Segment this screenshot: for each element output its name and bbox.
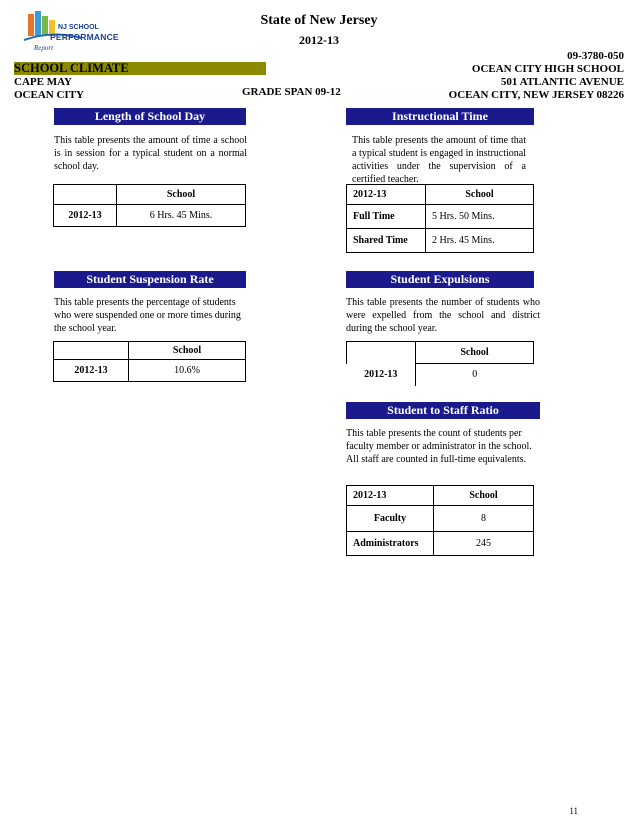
suspension-desc: This table presents the percentage of students who were suspended one or more times during the school year. — [54, 297, 241, 334]
staff-col-year: 2012-13 — [347, 486, 434, 506]
instr-row-label: Full Time — [347, 205, 426, 229]
instr-row-label: Shared Time — [347, 229, 426, 253]
staff-row-value: 8 — [434, 506, 534, 532]
logo-line1: NJ SCHOOL — [58, 24, 99, 31]
suspension-row-label: 2012-13 — [54, 360, 129, 382]
suspension-value: 10.6% — [129, 360, 246, 382]
school-code: 09-3780-050 — [567, 50, 624, 62]
expulsions-header: Student Expulsions — [346, 271, 534, 288]
instructional-time-desc: This table presents the amount of time that a typical student is engaged in instructional activities under the supervision of a certified teacher. — [352, 135, 526, 185]
suspension-header: Student Suspension Rate — [54, 271, 246, 288]
instr-row-value: 5 Hrs. 50 Mins. — [426, 205, 534, 229]
logo-line3: Report — [34, 44, 54, 52]
length-value: 6 Hrs. 45 Mins. — [117, 205, 246, 227]
staff-col-header: School — [434, 486, 534, 506]
staff-row-value: 245 — [434, 532, 534, 556]
instr-row-value: 2 Hrs. 45 Mins. — [426, 229, 534, 253]
district-name: OCEAN CITY — [14, 89, 84, 101]
length-of-day-desc: This table presents the amount of time a school is in session for a typical student on a normal school day. — [54, 135, 247, 172]
report-year: 2012-13 — [299, 33, 339, 47]
school-name: OCEAN CITY HIGH SCHOOL — [471, 63, 624, 75]
page-number: 11 — [569, 806, 578, 816]
expulsions-col-header: School — [416, 342, 534, 364]
staff-ratio-desc: This table presents the count of students per faculty member or administrator in the school. All staff are counted in full-time equivalents. — [346, 428, 532, 465]
county-name: CAPE MAY — [14, 76, 72, 88]
instructional-time-header: Instructional Time — [346, 108, 534, 125]
length-col-header: School — [117, 185, 246, 205]
staff-ratio-header: Student to Staff Ratio — [346, 402, 540, 419]
length-of-day-header: Length of School Day — [54, 108, 246, 125]
logo-line2: PERFORMANCE — [50, 32, 119, 42]
section-title: SCHOOL CLIMATE — [14, 61, 129, 75]
school-address: 501 ATLANTIC AVENUE — [500, 76, 624, 88]
expulsions-row-label: 2012-13 — [364, 369, 398, 380]
expulsions-desc: This table presents the number of students who were expelled from the school and district during the school year. — [346, 297, 540, 334]
suspension-col-header: School — [129, 342, 246, 360]
staff-ratio-table — [346, 485, 534, 556]
staff-row-label: Faculty — [347, 506, 434, 532]
instr-col-header: School — [426, 185, 534, 205]
staff-row-label: Administrators — [347, 532, 434, 556]
grade-span: GRADE SPAN 09-12 — [242, 86, 341, 98]
instructional-time-table — [346, 184, 534, 253]
length-of-day-table — [53, 184, 246, 227]
expulsions-table — [346, 341, 534, 386]
section-bar — [14, 62, 266, 75]
state-title: State of New Jersey — [260, 13, 378, 28]
instr-col-year: 2012-13 — [347, 185, 426, 205]
school-city: OCEAN CITY, NEW JERSEY 08226 — [448, 89, 624, 101]
suspension-table — [53, 341, 246, 382]
length-row-label: 2012-13 — [54, 205, 117, 227]
expulsions-value: 0 — [416, 364, 534, 386]
